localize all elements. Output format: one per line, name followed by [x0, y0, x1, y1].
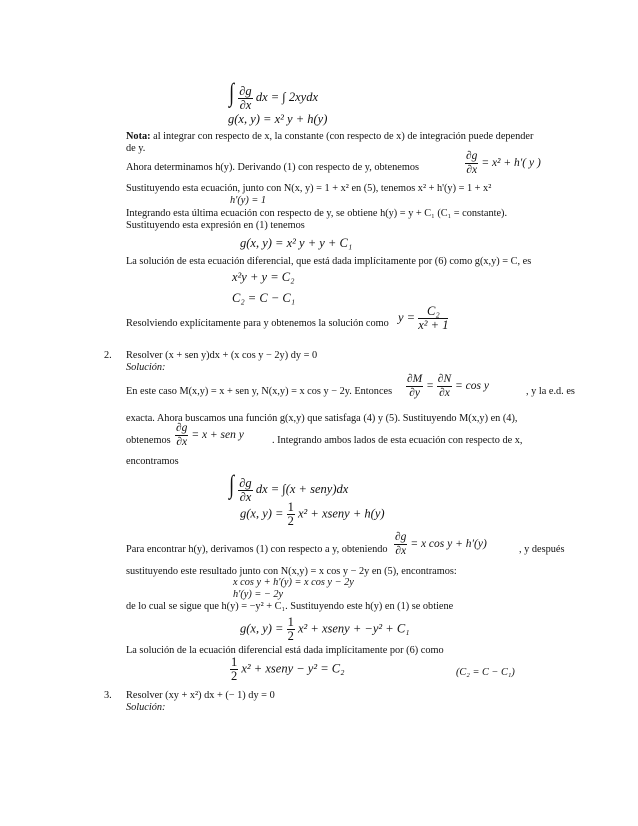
- equation-y-explicit: y = $\frac{\text{C₂}}{\text{x² + 1}}$: [398, 304, 449, 332]
- paragraph-substitution: Sustituyendo esta ecuación, junto con N(x, y) = 1 + x² en (5), tenemos x² + h'(y) = 1 + x²: [126, 183, 492, 194]
- p2-exactness-equation: $\frac{\partial M}{\partial y}$ = $\frac{\partial N}{\partial x}$ = cos y: [407, 373, 489, 399]
- p2-line-1-end: , y la e.d. es: [526, 386, 575, 397]
- problem-2-statement: Resolver (x + sen y)dx + (x cos y − 2y) dy = 0: [126, 350, 318, 361]
- paragraph-determine-h: Ahora determinamos h(y). Derivando (1) con respecto de y, obtenemos: [126, 162, 419, 173]
- problem-3-statement: Resolver (xy + x²) dx + (− 1) dy = 0: [126, 690, 275, 701]
- p2-derivative-equation: $\frac{\partial g}{\partial x}$ = x cos y + h′(y): [395, 531, 487, 557]
- p2-line-5: Para encontrar h(y), derivamos (1) con respecto a y, obteniendo: [126, 544, 388, 555]
- nota-paragraph: Nota: al integrar con respecto de x, la constante (con respecto de x) de integración puede depender: [126, 131, 534, 142]
- p2-equation-g: g(x, y) = $\frac{1}{2}$ x² + xseny + h(y): [240, 500, 385, 528]
- paragraph-explicit: Resolviendo explícitamente para y obtenemos la solución como: [126, 318, 389, 329]
- integral-equation-1: ∫ $\frac{\partial g}{\partial x}$ dx = ∫ 2xydx: [229, 78, 318, 112]
- p2-line-3-start: obtenemos: [126, 435, 171, 446]
- p2-equation-g-final: g(x, y) = $\frac{1}{2}$ x² + xseny + −y² + C₁: [240, 615, 410, 643]
- p2-line-1: En este caso M(x,y) = x + sen y, N(x,y) = x cos y − 2y. Entonces: [126, 386, 393, 397]
- problem-3-solucion: Solución:: [126, 702, 166, 713]
- problem-2-solucion: Solución:: [126, 362, 166, 373]
- p2-line-7: x cos y + h'(y) = x cos y − 2y: [233, 577, 354, 588]
- p2-line-9: de lo cual se sigue que h(y) = −y² + C₁. Sustituyendo este h(y) en (1) se obtiene: [126, 601, 454, 612]
- p2-line-3-end: . Integrando ambos lados de esta ecuación con respecto de x,: [272, 435, 523, 446]
- p2-solution-note: (C₂ = C − C₁): [456, 667, 515, 678]
- paragraph-solution: La solución de esta ecuación diferencial, que está dada implícitamente por (6) como g(x,y) = C, es: [126, 256, 532, 267]
- equation-c2-def: C₂ = C − C₁: [232, 291, 296, 305]
- p2-dgdx-equation: $\frac{\partial g}{\partial x}$ = x + sen y: [176, 422, 244, 448]
- equation-g-1: g(x, y) = x² y + h(y): [228, 112, 328, 126]
- p2-integral-equation: ∫ $\frac{\partial g}{\partial x}$ dx = ∫(x + seny)dx: [229, 470, 349, 504]
- integral-sign: ∫: [229, 78, 235, 107]
- paragraph-integrating: Integrando esta última ecuación con respecto de y, se obtiene h(y) = y + C₁ (C₁ = constante).: [126, 208, 508, 219]
- nota-line-2: de y.: [126, 143, 146, 154]
- p2-line-2: exacta. Ahora buscamos una función g(x,y) que satisfaga (4) y (5). Sustituyendo M(x,y) en (4),: [126, 413, 518, 424]
- p2-line-4: encontramos: [126, 456, 179, 467]
- p2-solution-equation: $\frac{1}{2}$ x² + xseny − y² = C₂: [231, 655, 345, 683]
- p2-line-8: h'(y) = − 2y: [233, 589, 284, 600]
- p2-line-10: La solución de la ecuación diferencial está dada implícitamente por (6) como: [126, 645, 444, 656]
- p2-line-6: sustituyendo este resultado junto con N(x,y) = x cos y − 2y en (5), encontramos:: [126, 566, 457, 577]
- p2-line-5-end: , y después: [519, 544, 565, 555]
- equation-h-prime: h'(y) = 1: [230, 195, 267, 206]
- equation-g-2: g(x, y) = x² y + y + C₁: [240, 236, 353, 250]
- fraction-dg-dx: $\frac{\partial g}{\partial x}$: [239, 83, 252, 112]
- paragraph-substituting: Sustituyendo esta expresión en (1) tenemos: [126, 220, 305, 231]
- problem-3-number: 3.: [104, 690, 112, 701]
- equation-dgdx-derivative: $\frac{\partial g}{\partial x}$ = x² + h′( y ): [466, 150, 541, 176]
- equation-c2: x²y + y = C₂: [232, 270, 295, 284]
- problem-2-number: 2.: [104, 350, 112, 361]
